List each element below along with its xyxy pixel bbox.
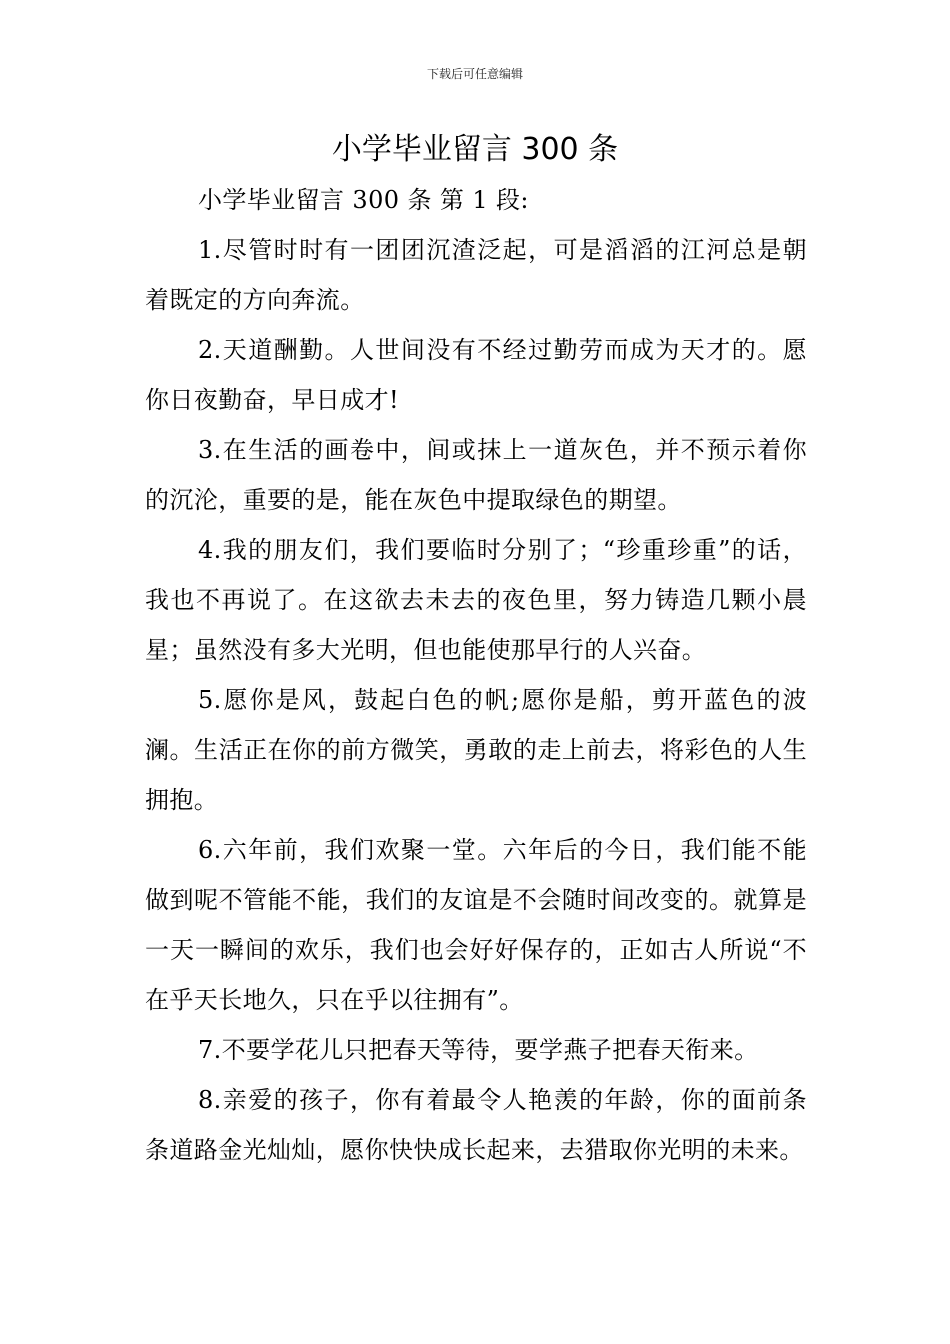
message-item-1: 1.尽管时时有一团团沉渣泛起，可是滔滔的江河总是朝着既定的方向奔流。	[145, 236, 807, 314]
intro-line: 小学毕业留言 300 条 第 1 段:	[198, 186, 529, 214]
message-item-2: 2.天道酬勤。人世间没有不经过勤劳而成为天才的。愿你日夜勤奋，早日成才!	[145, 336, 807, 414]
message-item-7: 7.不要学花儿只把春天等待，要学燕子把春天衔来。	[198, 1036, 759, 1064]
message-item-6: 6.六年前，我们欢聚一堂。六年后的今日，我们能不能做到呢不管能不能，我们的友谊是不会随时间改变的。就算是一天一瞬间的欢乐，我们也会好好保存的，正如古人所说“不在乎天长地久，只在乎以往拥有”。	[145, 836, 807, 1014]
message-item-5: 5.愿你是风，鼓起白色的帆;愿你是船，剪开蓝色的波澜。生活正在你的前方微笑，勇敢的走上前去，将彩色的人生拥抱。	[145, 686, 807, 814]
message-item-4: 4.我的朋友们，我们要临时分别了；“珍重珍重”的话，我也不再说了。在这欲去未去的夜色里，努力铸造几颗小晨星；虽然没有多大光明，但也能使那早行的人兴奋。	[145, 536, 807, 664]
header-note: 下载后可任意编辑	[426, 67, 523, 81]
message-item-3: 3.在生活的画卷中，间或抹上一道灰色，并不预示着你的沉沦，重要的是，能在灰色中提取绿色的期望。	[145, 436, 807, 514]
document-title: 小学毕业留言 300 条	[331, 132, 619, 167]
document-body	[145, 175, 807, 1175]
message-item-8: 8.亲爱的孩子，你有着最令人艳羡的年龄，你的面前条条道路金光灿灿，愿你快快成长起来，去猎取你光明的未来。	[145, 1086, 807, 1164]
